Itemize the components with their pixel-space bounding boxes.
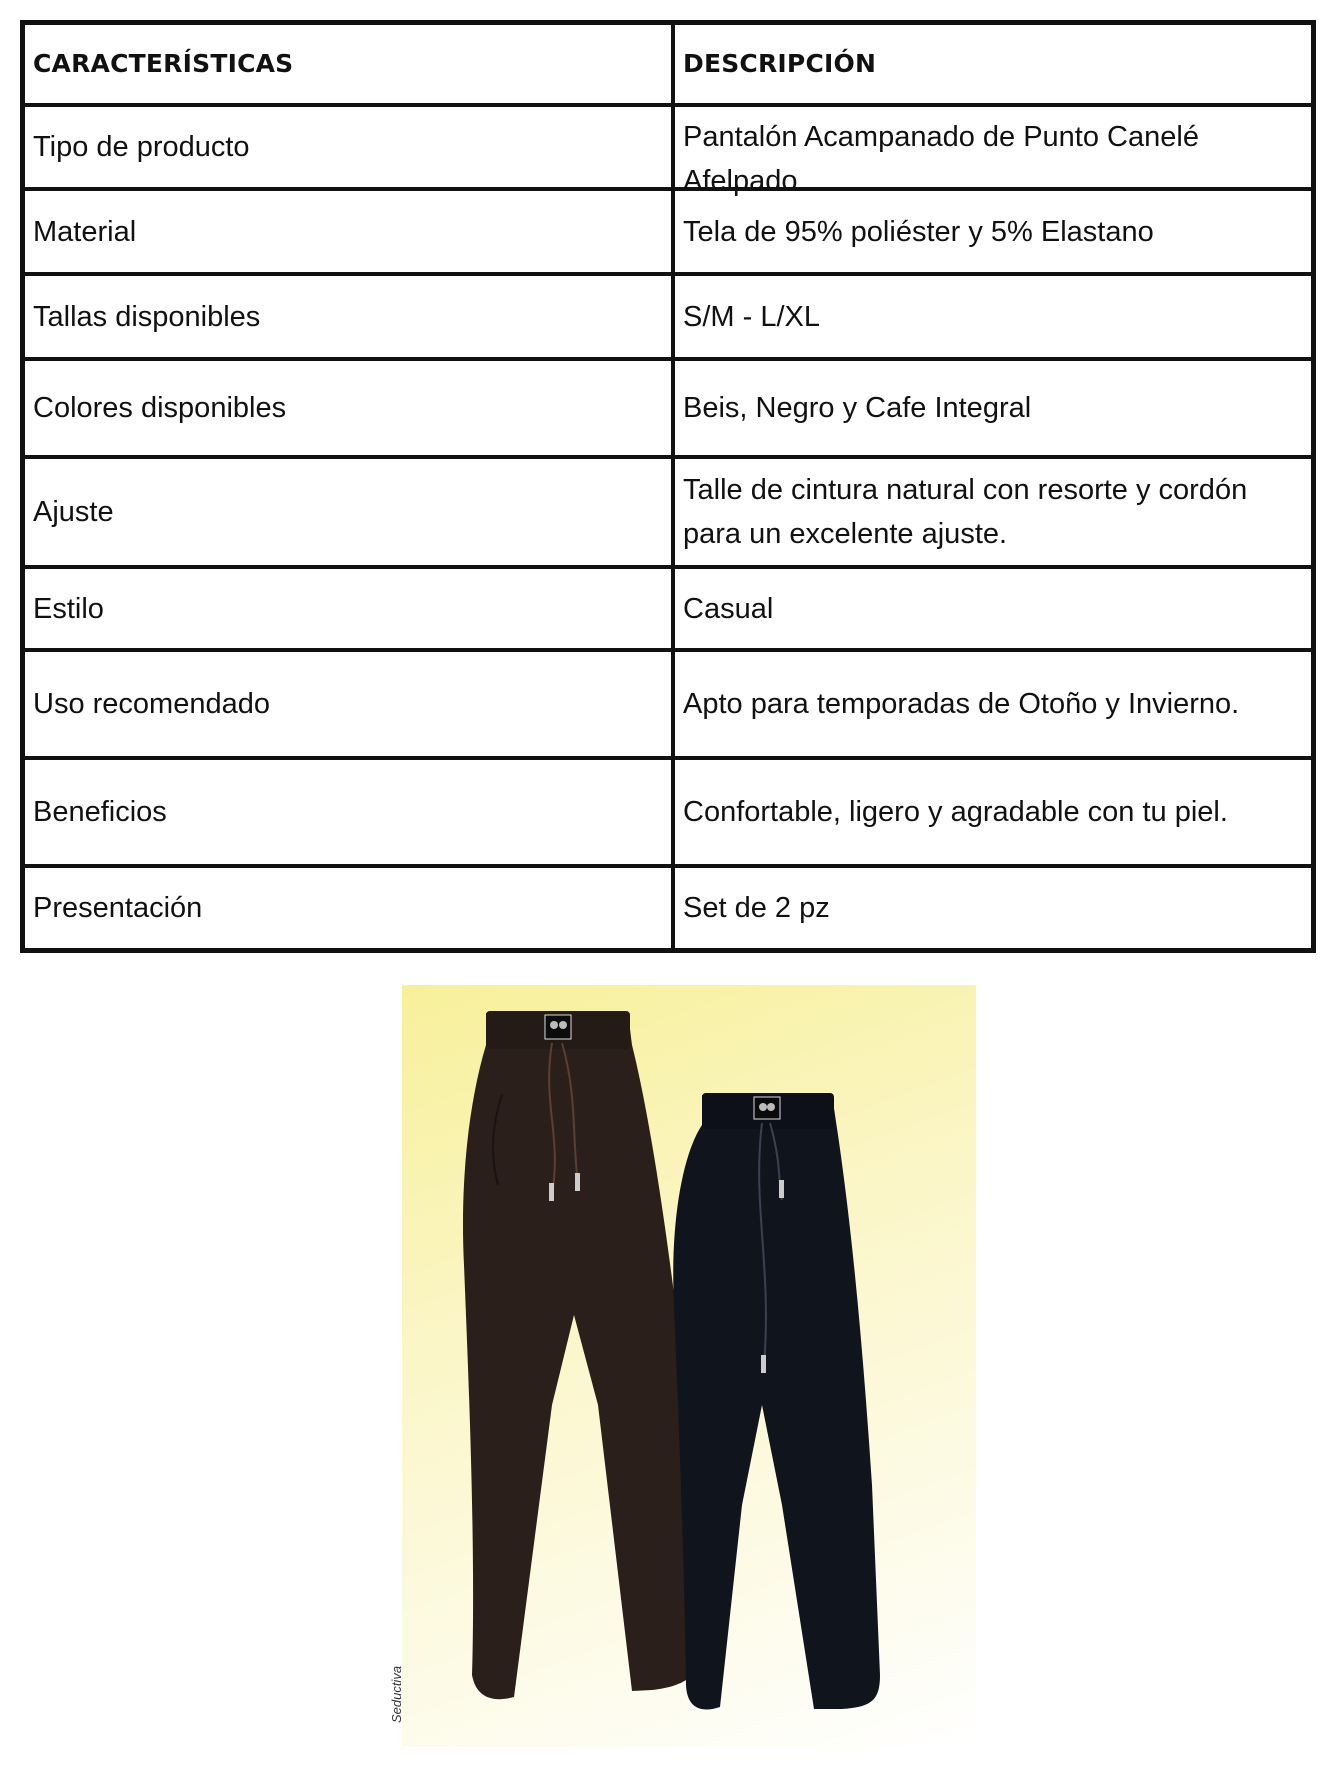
table-row — [23, 457, 1314, 567]
row-label: Tallas disponibles — [23, 274, 674, 359]
watermark: Seductiva — [389, 1665, 405, 1724]
product-photo — [389, 985, 976, 1747]
table-row — [23, 758, 1314, 866]
row-value: Beis, Negro y Cafe Integral — [673, 359, 1314, 457]
row-label: Colores disponibles — [23, 359, 674, 457]
table-row — [23, 567, 1314, 650]
table-row — [23, 866, 1314, 950]
row-label: Material — [23, 189, 674, 274]
brown-pants — [463, 1011, 702, 1699]
row-value: Casual — [673, 567, 1314, 650]
row-label: Beneficios — [23, 758, 674, 866]
table-row — [23, 189, 1314, 274]
pants-illustration — [402, 985, 976, 1747]
header-characteristics: CARACTERÍSTICAS — [23, 23, 674, 106]
row-label: Uso recomendado — [23, 650, 674, 758]
row-value: Set de 2 pz — [673, 866, 1314, 950]
row-label: Ajuste — [23, 457, 674, 567]
header-description: DESCRIPCIÓN — [673, 23, 1314, 106]
table-row — [23, 650, 1314, 758]
table-header-row — [23, 23, 1314, 106]
table-row — [23, 359, 1314, 457]
row-value: Tela de 95% poliéster y 5% Elastano — [673, 189, 1314, 274]
row-label: Tipo de producto — [23, 105, 674, 189]
row-label: Estilo — [23, 567, 674, 650]
table-row — [23, 274, 1314, 359]
row-value-text: Pantalón Acampanado de Punto Canelé Afelpado — [683, 121, 1199, 197]
table-row — [23, 105, 1314, 189]
row-value: Apto para temporadas de Otoño y Invierno. — [673, 650, 1314, 758]
row-value: Confortable, ligero y agradable con tu piel. — [673, 758, 1314, 866]
black-pants — [673, 1093, 880, 1709]
row-label: Presentación — [23, 866, 674, 950]
row-value: Talle de cintura natural con resorte y cordón para un excelente ajuste. — [673, 457, 1314, 567]
row-value — [673, 105, 1314, 197]
specifications-table — [20, 20, 1316, 953]
row-value: S/M - L/XL — [673, 274, 1314, 359]
